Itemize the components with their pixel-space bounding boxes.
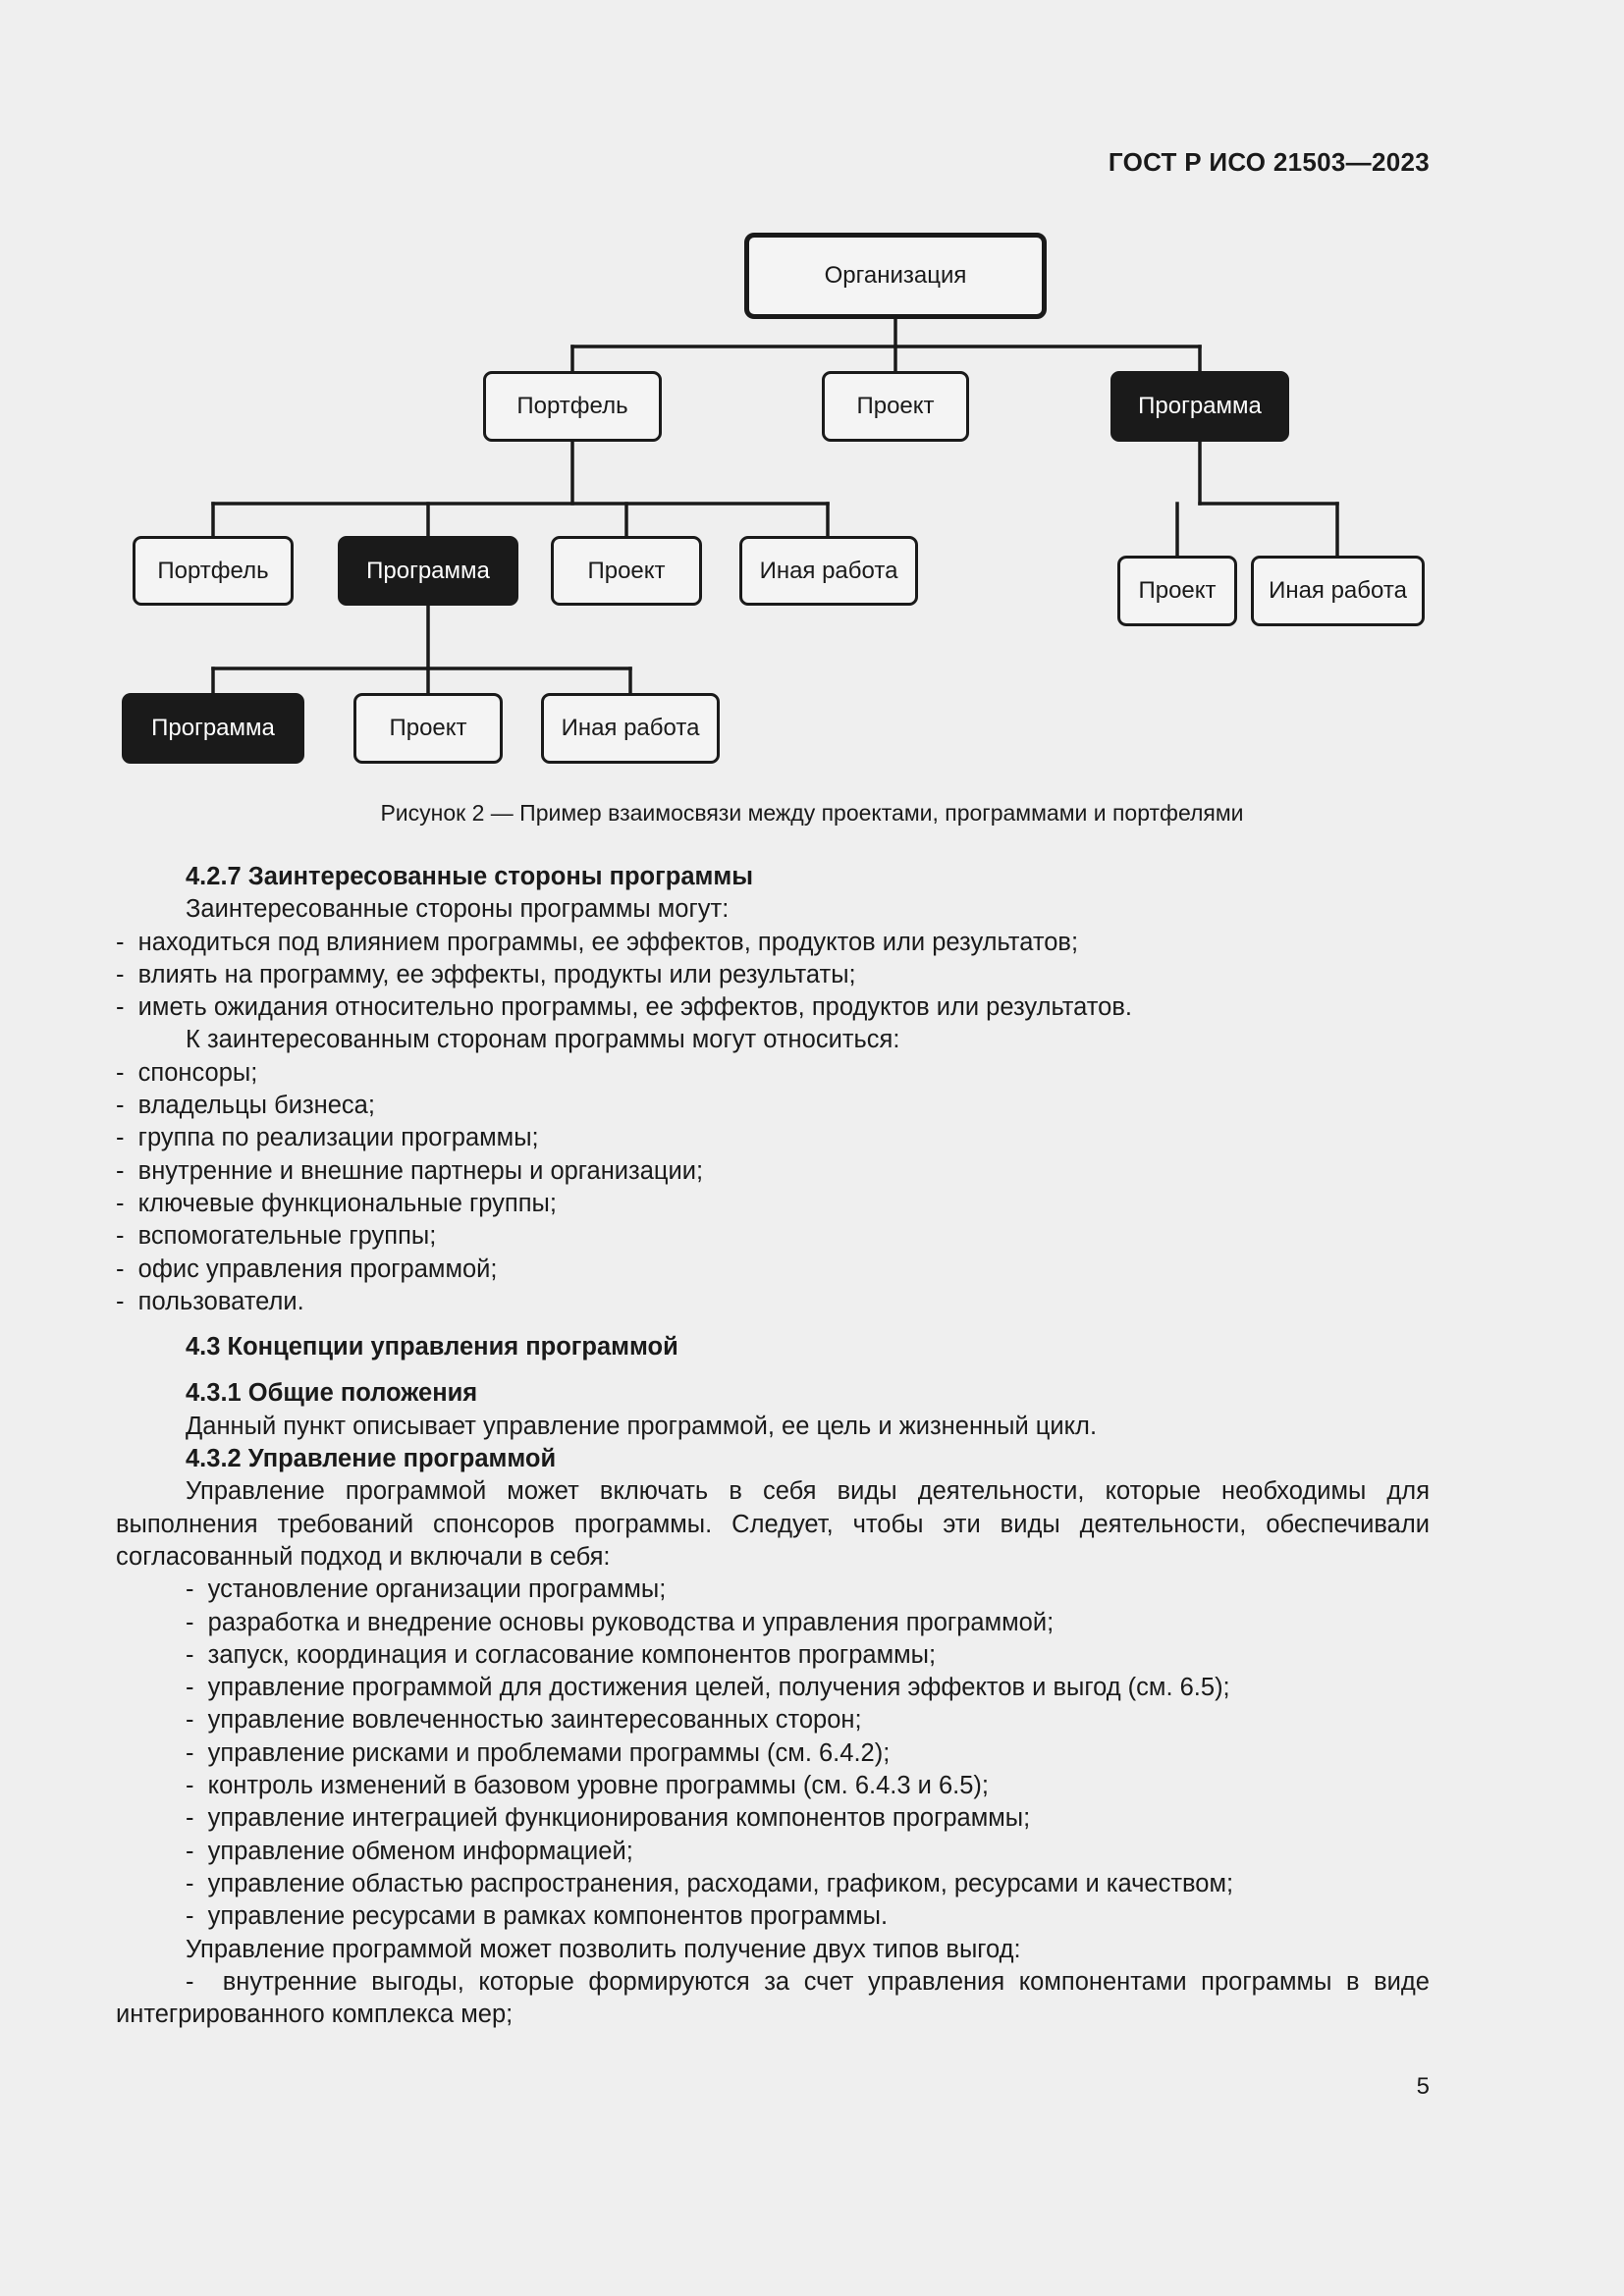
node-subprogram-sub-program: Программа [122, 693, 304, 764]
node-portfolio-sub-other-work: Иная работа [739, 536, 918, 606]
paragraph: Управление программой может позволить получение двух типов выгод: [186, 1935, 1021, 1963]
list-item: - ключевые функциональные группы; [116, 1189, 557, 1217]
list-item: - запуск, координация и согласование компонентов программы; [186, 1640, 937, 1669]
list-item: - управление программой для достижения целей, получения эффектов и выгод (см. 6.5); [186, 1674, 1230, 1702]
list-item: - управление рисками и проблемами программы (см. 6.4.2); [186, 1738, 891, 1767]
node-subprogram-sub-project: Проект [353, 693, 503, 764]
list-item: - контроль изменений в базовом уровне программы (см. 6.4.3 и 6.5); [186, 1772, 990, 1800]
node-program-sub-other-work: Иная работа [1251, 556, 1425, 626]
section-heading: 4.3.1 Общие положения [186, 1379, 478, 1408]
list-item: - управление областью распространения, расходами, графиком, ресурсами и качеством; [186, 1869, 1234, 1897]
node-organization: Организация [744, 233, 1047, 319]
list-item: - управление ресурсами в рамках компонентов программы. [186, 1902, 889, 1931]
section-heading: 4.2.7 Заинтересованные стороны программы [186, 863, 754, 890]
list-item: - внутренние и внешние партнеры и организации; [116, 1156, 704, 1185]
node-portfolio-sub-portfolio: Портфель [133, 536, 294, 606]
diagram-connectors [0, 0, 1624, 785]
list-item: - управление интеграцией функционирования компонентов программы; [186, 1804, 1031, 1833]
node-subprogram-sub-other-work: Иная работа [541, 693, 720, 764]
section-heading: 4.3.2 Управление программой [186, 1445, 557, 1473]
document-code: ГОСТ Р ИСО 21503—2023 [1108, 147, 1430, 177]
list-item: - внутренние выгоды, которые формируются за счет управления компонентами программы в виде интегрированного комплекса мер; [116, 1967, 1430, 2029]
body-text [116, 861, 1430, 2031]
list-item: - пользователи. [116, 1287, 304, 1315]
section-heading: 4.3 Концепции управления программой [186, 1333, 678, 1362]
node-project: Проект [822, 371, 969, 442]
list-item: - офис управления программой; [116, 1255, 498, 1283]
list-item: - спонсоры; [116, 1058, 258, 1087]
list-item: - управление обменом информацией; [186, 1837, 633, 1865]
list-item: - владельцы бизнеса; [116, 1092, 375, 1120]
list-item: - группа по реализации программы; [116, 1124, 539, 1152]
list-item: - разработка и внедрение основы руководства и управления программой; [186, 1608, 1055, 1636]
paragraph: Данный пункт описывает управление программой, ее цель и жизненный цикл. [186, 1412, 1098, 1440]
node-portfolio-sub-project: Проект [551, 536, 702, 606]
list-item: - вспомогательные группы; [116, 1222, 437, 1251]
figure-caption: Рисунок 2 — Пример взаимосвязи между проектами, программами и портфелями [380, 800, 1244, 826]
paragraph: Заинтересованные стороны программы могут: [186, 895, 730, 924]
page-number: 5 [1416, 2073, 1430, 2100]
list-item: - иметь ожидания относительно программы, ее эффектов, продуктов или результатов. [116, 993, 1132, 1022]
node-portfolio: Портфель [483, 371, 662, 442]
paragraph: Управление программой может включать в себя виды деятельности, которые необходимы для выполнения требований спонсоров программы. Следует, чтобы эти виды деятельности, обеспечивали согласованный подход и включали в себя: [116, 1477, 1430, 1571]
node-program-sub-project: Проект [1117, 556, 1237, 626]
list-item: - влиять на программу, ее эффекты, продукты или результаты; [116, 960, 856, 988]
list-item: - управление вовлеченностью заинтересованных сторон; [186, 1706, 862, 1735]
org-diagram [0, 0, 1624, 785]
node-program: Программа [1110, 371, 1289, 442]
list-item: - установление организации программы; [186, 1575, 667, 1604]
list-item: - находиться под влиянием программы, ее эффектов, продуктов или результатов; [116, 928, 1079, 956]
node-portfolio-sub-program: Программа [338, 536, 518, 606]
paragraph: К заинтересованным сторонам программы могут относиться: [186, 1026, 900, 1054]
